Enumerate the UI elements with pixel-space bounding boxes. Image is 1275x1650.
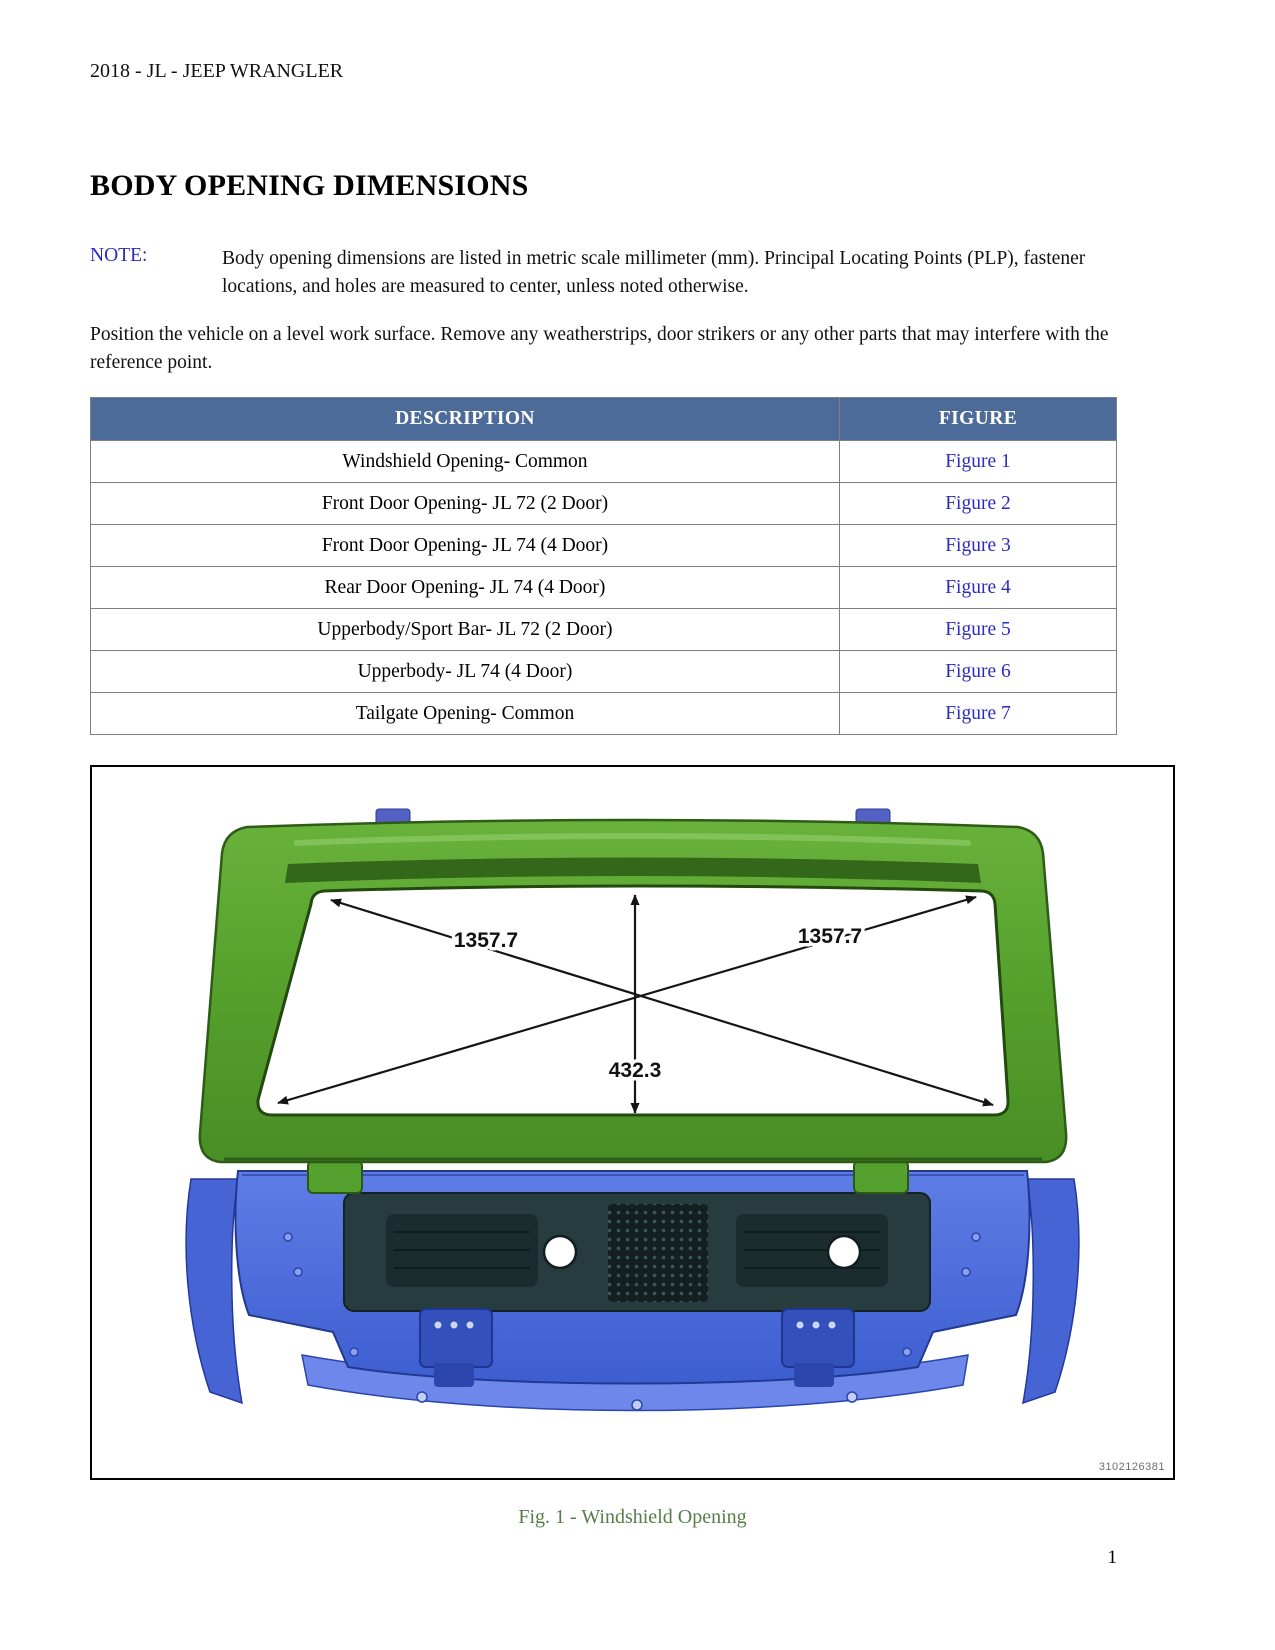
figure-cell	[839, 609, 1116, 651]
figure-1-link[interactable]: Figure 1	[945, 450, 1011, 472]
description-cell: Upperbody- JL 74 (4 Door)	[91, 651, 840, 693]
note-label: NOTE:	[90, 245, 148, 266]
table-row	[91, 567, 1117, 609]
figure-7-link[interactable]: Figure 7	[945, 702, 1011, 724]
description-cell: Tailgate Opening- Common	[91, 693, 840, 735]
intro-paragraph: Position the vehicle on a level work surface. Remove any weatherstrips, door strikers or any other parts that may interfere with the reference point.	[90, 324, 1109, 373]
description-cell: Front Door Opening- JL 72 (2 Door)	[91, 483, 840, 525]
table-row	[91, 651, 1117, 693]
column-header-description: DESCRIPTION	[91, 398, 840, 441]
figure-cell	[839, 567, 1116, 609]
table-row	[91, 483, 1117, 525]
image-id: 3102126381	[1098, 1461, 1165, 1473]
figure-cell	[839, 483, 1116, 525]
dimension-label-vertical: 432.3	[608, 1059, 662, 1082]
column-header-figure: FIGURE	[839, 398, 1116, 441]
table-row	[91, 441, 1117, 483]
note-text: Body opening dimensions are listed in metric scale millimeter (mm). Principal Locating Points (PLP), fastener locations, and holes are measured to center, unless noted otherwise.	[222, 248, 1086, 297]
windshield-diagram	[92, 767, 1173, 1478]
table-row	[91, 609, 1117, 651]
table-row	[91, 525, 1117, 567]
figure-cell	[839, 693, 1116, 735]
description-cell: Rear Door Opening- JL 74 (4 Door)	[91, 567, 840, 609]
figure-1-image	[90, 765, 1175, 1480]
description-cell: Front Door Opening- JL 74 (4 Door)	[91, 525, 840, 567]
figure-cell	[839, 441, 1116, 483]
dimension-label-diagonal-left: 1357.7	[453, 929, 519, 952]
figure-5-link[interactable]: Figure 5	[945, 618, 1011, 640]
figure-index-table	[90, 397, 1117, 735]
table-header-row	[91, 398, 1117, 441]
note-block	[90, 245, 1175, 301]
figure-3-link[interactable]: Figure 3	[945, 534, 1011, 556]
left-fender	[186, 1179, 242, 1403]
figure-6-link[interactable]: Figure 6	[945, 660, 1011, 682]
figure-cell	[839, 651, 1116, 693]
page-title: BODY OPENING DIMENSIONS	[90, 169, 529, 202]
description-cell: Windshield Opening- Common	[91, 441, 840, 483]
right-plp-hole	[828, 1236, 860, 1268]
right-frame-hinge-tab	[854, 1161, 908, 1193]
right-fender	[1023, 1179, 1079, 1403]
page-number: 1	[1107, 1547, 1117, 1568]
dimension-label-diagonal-right: 1357.7	[797, 925, 863, 948]
left-frame-hinge-tab	[308, 1161, 362, 1193]
document-header: 2018 - JL - JEEP WRANGLER	[90, 60, 344, 82]
figure-2-link[interactable]: Figure 2	[945, 492, 1011, 514]
figure-caption: Fig. 1 - Windshield Opening	[518, 1506, 747, 1528]
figure-4-link[interactable]: Figure 4	[945, 576, 1011, 598]
left-plp-hole	[544, 1236, 576, 1268]
table-row	[91, 693, 1117, 735]
figure-cell	[839, 525, 1116, 567]
description-cell: Upperbody/Sport Bar- JL 72 (2 Door)	[91, 609, 840, 651]
